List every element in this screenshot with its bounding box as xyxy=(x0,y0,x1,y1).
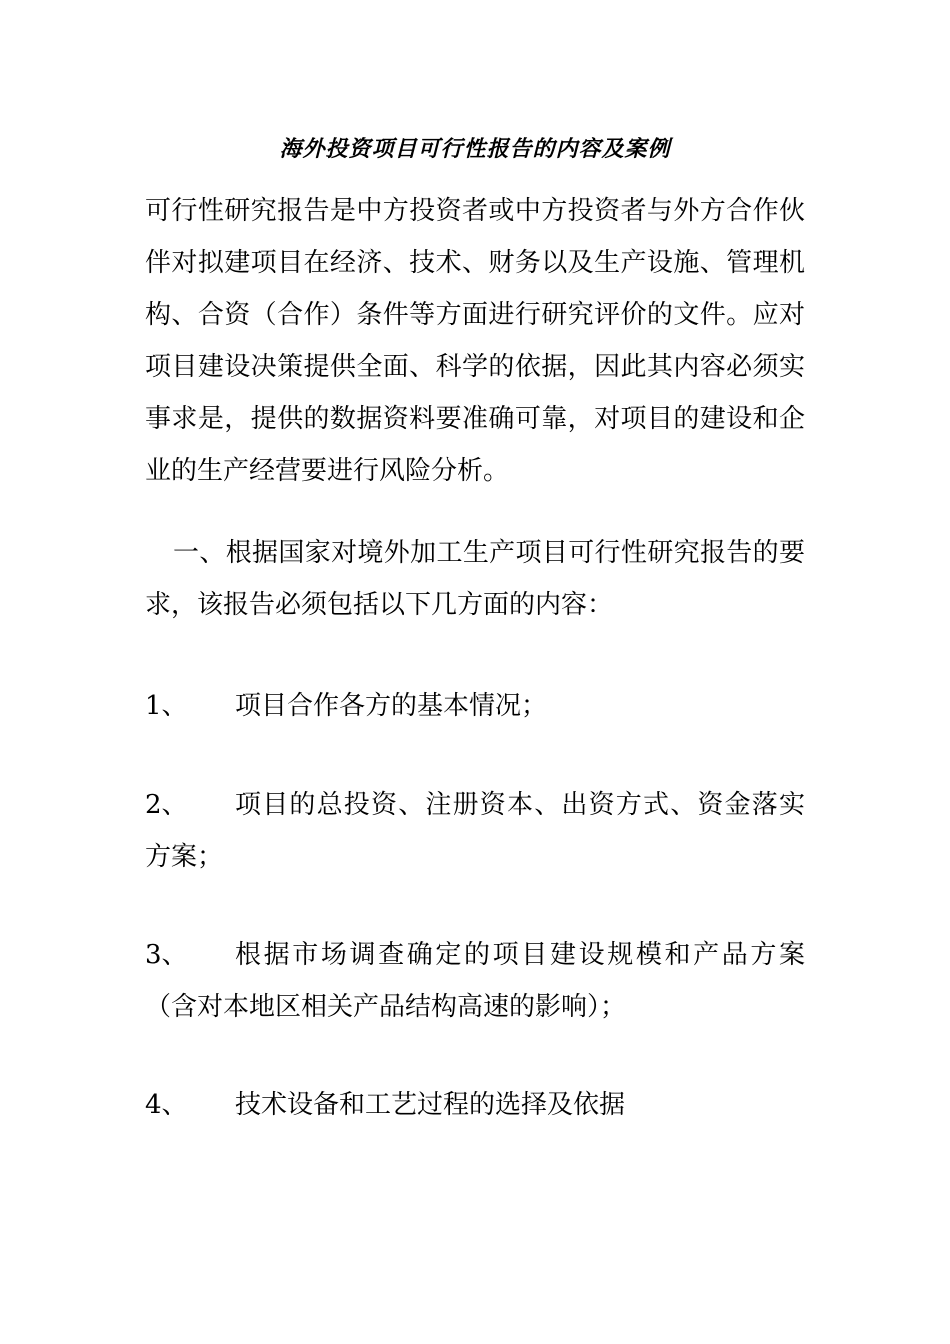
list-item xyxy=(145,680,805,732)
list-item xyxy=(145,1079,805,1131)
list-item-number: 4、 xyxy=(145,1090,188,1120)
list-item-text: 项目的总投资、注册资本、出资方式、资金落实方案； xyxy=(145,790,805,872)
list-item-text: 技术设备和工艺过程的选择及依据 xyxy=(235,1090,626,1120)
list-item-number: 3、 xyxy=(145,940,188,970)
list-item xyxy=(145,929,805,1033)
list-item-number: 1、 xyxy=(145,691,188,721)
list-item-text: 根据市场调查确定的项目建设规模和产品方案（含对本地区相关产品结构高速的影响）； xyxy=(145,940,805,1022)
list-item xyxy=(145,779,805,883)
intro-paragraph: 可行性研究报告是中方投资者或中方投资者与外方合作伙伴对拟建项目在经济、技术、财务以及生产设施、管理机构、合资（合作）条件等方面进行研究评价的文件。应对项目建设决策提供全面、科学的依据，因此其内容必须实事求是，提供的数据资料要准确可靠，对项目的建设和企业的生产经营要进行风险分析。 xyxy=(145,196,805,486)
section-one-paragraph: 一、根据国家对境外加工生产项目可行性研究报告的要求，该报告必须包括以下几方面的内容： xyxy=(145,538,805,620)
document-title: 海外投资项目可行性报告的内容及案例 xyxy=(279,136,671,162)
list-item-number: 2、 xyxy=(145,790,188,820)
list-item-text: 项目合作各方的基本情况； xyxy=(235,691,548,721)
